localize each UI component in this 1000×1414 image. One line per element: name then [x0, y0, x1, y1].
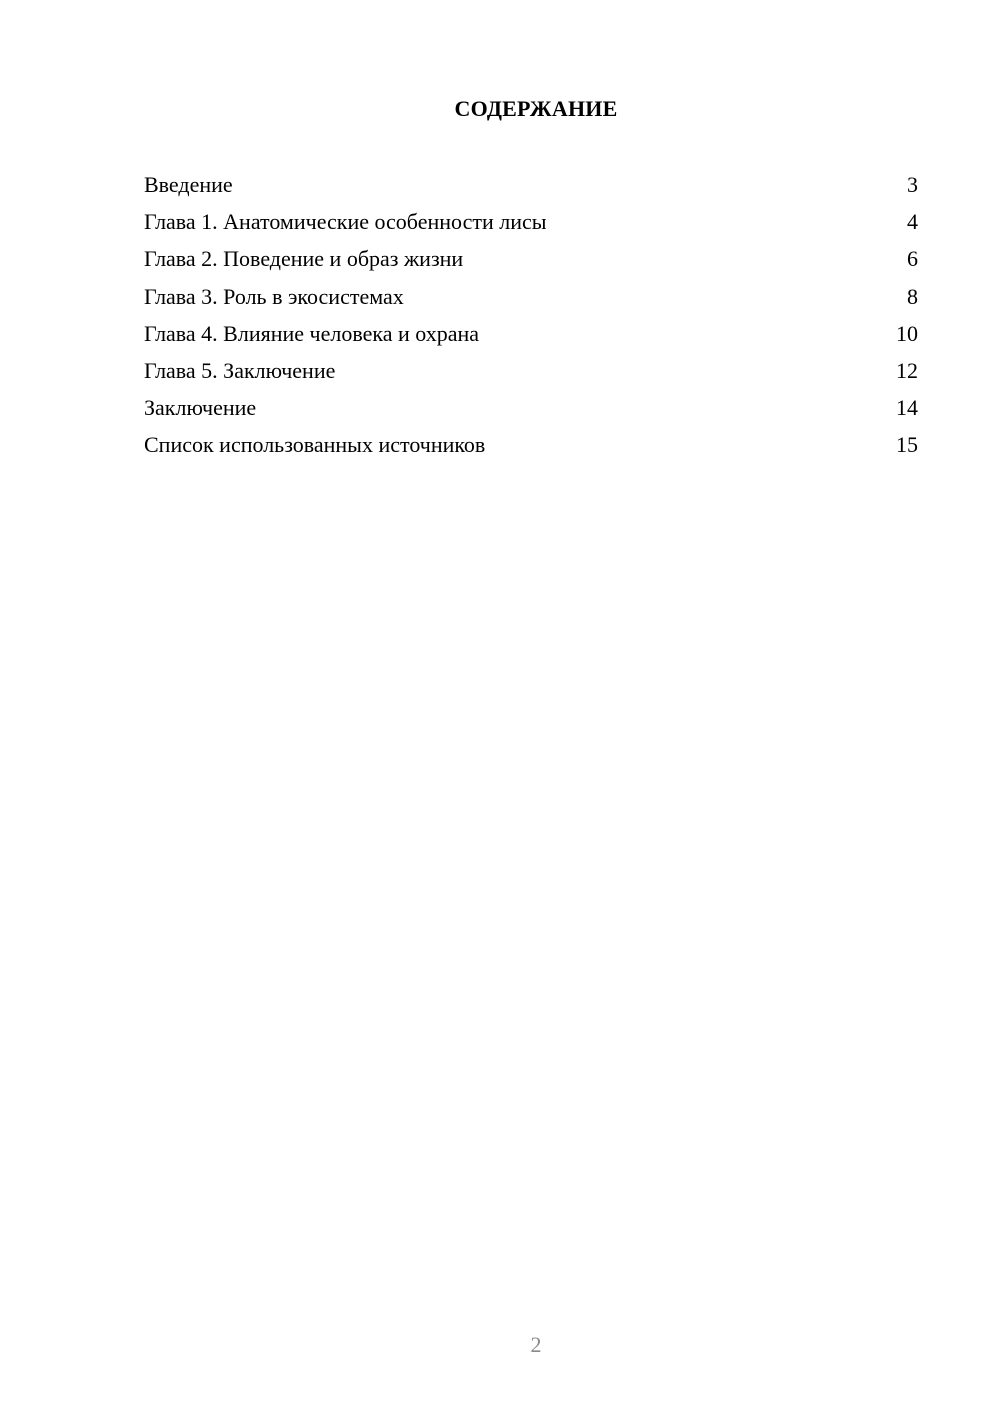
toc-entry-page: 8: [907, 283, 918, 309]
toc-entry-page: 12: [896, 357, 918, 383]
toc-entry-label: Глава 3. Роль в экосистемах: [144, 283, 404, 309]
toc-entry-page: 10: [896, 320, 918, 346]
toc-entry: [144, 207, 918, 244]
toc-entry: [144, 430, 918, 467]
toc-entry-label: Введение: [144, 172, 233, 197]
toc-entry-label: Глава 5. Заключение: [144, 357, 336, 383]
toc-list: [144, 170, 918, 468]
toc-entry-label: Глава 4. Влияние человека и охрана: [144, 320, 480, 346]
toc-entry-page: 3: [907, 172, 918, 197]
toc-entry-label: Список использованных источников: [144, 432, 486, 458]
page-number: 2: [530, 1332, 542, 1357]
toc-entry-page: 15: [896, 432, 918, 458]
toc-entry: [144, 319, 918, 356]
toc-entry: [144, 393, 918, 430]
toc-title: СОДЕРЖАНИЕ: [454, 96, 618, 121]
toc-entry: [144, 282, 918, 319]
toc-entry-page: 14: [896, 395, 918, 421]
toc-entry-label: Глава 1. Анатомические особенности лисы: [144, 209, 547, 235]
toc-entry-label: Глава 2. Поведение и образ жизни: [144, 246, 464, 272]
toc-entry-page: 6: [907, 246, 918, 272]
toc-entry: [144, 244, 918, 281]
toc-entry: [144, 170, 918, 207]
toc-entry: [144, 356, 918, 393]
toc-entry-page: 4: [907, 209, 918, 235]
toc-entry-label: Заключение: [144, 395, 257, 421]
